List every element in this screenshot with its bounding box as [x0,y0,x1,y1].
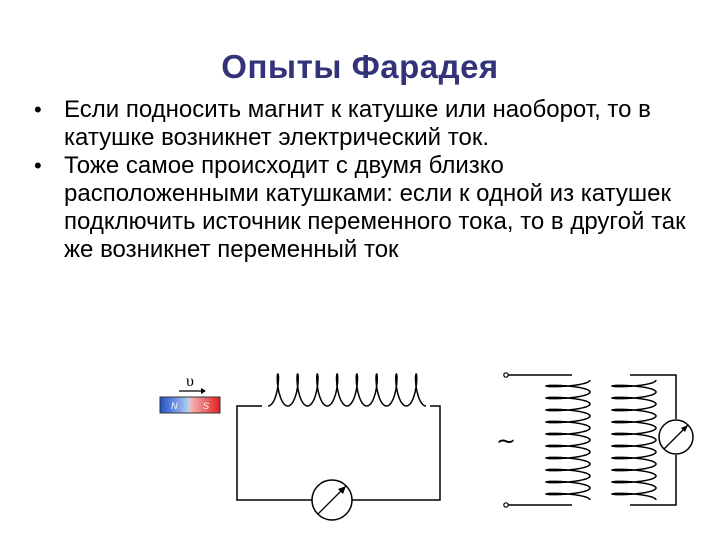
magnet-south-label: S [203,401,210,411]
terminal-top-icon [504,373,508,377]
secondary-coil-winding-icon [612,380,656,500]
velocity-label: υ [186,373,194,390]
velocity-arrow-head-icon [201,388,206,394]
bullet-dot-icon: • [34,153,42,178]
two-coils-experiment [496,373,693,507]
primary-coil-winding-icon [546,380,590,500]
bullet-text: Если подносить магнит к катушке или наоборот, то в катушке возникнет электрический ток. [64,96,651,151]
ac-source-symbol: ~ [495,427,517,455]
galvanometer-icon [659,420,693,454]
magnet-coil-experiment [160,373,440,520]
bar-magnet-icon [160,397,220,413]
slide-title: Опыты Фарадея [221,48,499,85]
bullet-dot-icon: • [34,97,42,122]
bullet-text: Тоже самое происходит с двумя близко расположенными катушками: если к одной из катушек подключить источник переменного тока, то в другой так же возникнет переменный ток [64,152,686,263]
galvanometer-icon [312,480,352,520]
terminal-bottom-icon [504,503,508,507]
magnet-north-label: N [171,401,178,411]
coil-1-winding-icon [268,374,426,406]
